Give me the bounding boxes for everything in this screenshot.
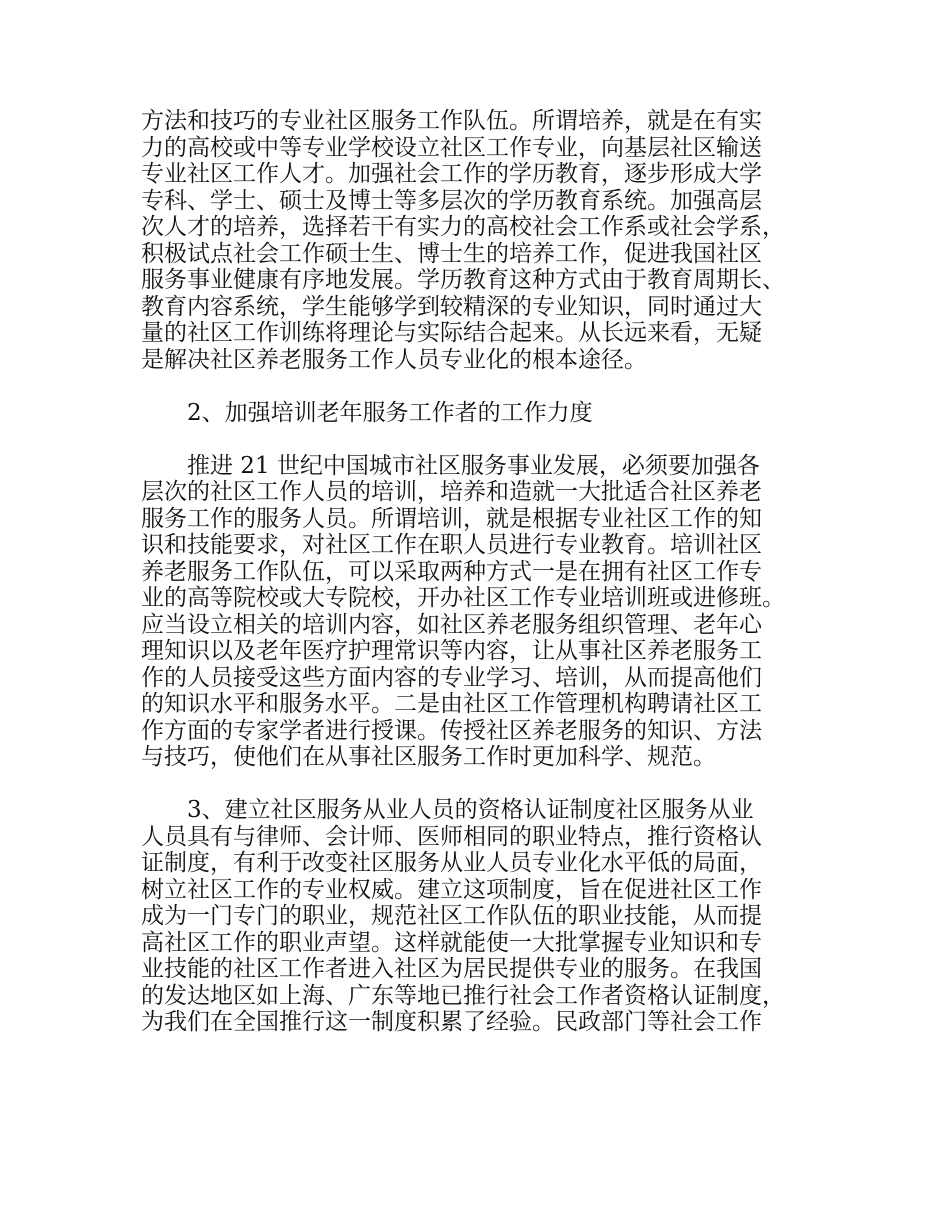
text-line: 的知识水平和服务水平。二是由社区工作管理机构聘请社区工	[141, 691, 762, 717]
text-line: 人员具有与律师、会计师、医师相同的职业特点，推行资格认	[141, 823, 762, 850]
text-line: 业的高等院校或大专院校，开办社区工作专业培训班或进修班。	[141, 585, 785, 611]
section-heading-2	[141, 400, 817, 427]
text-line: 理知识以及老年医疗护理常识等内容，让从事社区养老服务工	[141, 638, 762, 664]
text-line: 专科、学士、硕士及博士等多层次的学历教育系统。加强高层	[141, 187, 762, 214]
text-line: 树立社区工作的专业权威。建立这项制度，旨在促进社区工作	[141, 876, 762, 903]
text-line: 是解决社区养老服务工作人员专业化的根本途径。	[141, 346, 647, 373]
text-line: 服务事业健康有序地发展。学历教育这种方式由于教育周期长、	[141, 267, 785, 293]
paragraph-gap	[141, 373, 817, 400]
text-line: 力的高校或中等专业学校设立社区工作专业，向基层社区输送	[141, 134, 762, 161]
text-line: 作方面的专家学者进行授课。传授社区养老服务的知识、方法	[141, 717, 762, 744]
text-line: 为我们在全国推行这一制度积累了经验。民政部门等社会工作	[141, 1009, 762, 1035]
text-line: 积极试点社会工作硕士生、博士生的培养工作，促进我国社区	[141, 240, 762, 267]
text-line: 服务工作的服务人员。所谓培训，就是根据专业社区工作的知	[141, 505, 762, 532]
text-line: 与技巧，使他们在从事社区服务工作时更加科学、规范。	[141, 744, 716, 770]
paragraph-1	[141, 108, 817, 373]
text-line: 证制度，有利于改变社区服务从业人员专业化水平低的局面，	[141, 850, 762, 876]
heading-line: 2、加强培训老年服务工作者的工作力度	[187, 399, 593, 426]
text-line: 3、建立社区服务从业人员的资格认证制度社区服务从业	[187, 797, 754, 823]
paragraph-3	[141, 453, 817, 771]
paragraph-gap	[141, 771, 817, 798]
document-body	[141, 108, 817, 1036]
text-line: 作的人员接受这些方面内容的专业学习、培训，从而提高他们	[141, 664, 762, 691]
text-line: 次人才的培养，选择若干有实力的高校社会工作系或社会学系，	[141, 214, 785, 240]
text-line: 的发达地区如上海、广东等地已推行社会工作者资格认证制度，	[141, 982, 785, 1009]
text-line: 方法和技巧的专业社区服务工作队伍。所谓培养，就是在有实	[141, 108, 762, 134]
text-line: 量的社区工作训练将理论与实际结合起来。从长远来看，无疑	[141, 320, 762, 346]
text-line: 教育内容系统，学生能够学到较精深的专业知识，同时通过大	[141, 293, 762, 320]
text-line: 业技能的社区工作者进入社区为居民提供专业的服务。在我国	[141, 956, 762, 982]
text-line: 识和技能要求，对社区工作在职人员进行专业教育。培训社区	[141, 532, 762, 558]
text-line: 应当设立相关的培训内容，如社区养老服务组织管理、老年心	[141, 611, 762, 638]
text-line: 成为一门专门的职业，规范社区工作队伍的职业技能，从而提	[141, 903, 762, 929]
paragraph-4	[141, 797, 817, 1036]
text-line: 推进 21 世纪中国城市社区服务事业发展，必须要加强各	[187, 452, 760, 479]
text-line: 层次的社区工作人员的培训，培养和造就一大批适合社区养老	[141, 479, 762, 505]
text-line: 高社区工作的职业声望。这样就能使一大批掌握专业知识和专	[141, 929, 762, 956]
text-line: 养老服务工作队伍，可以采取两种方式一是在拥有社区工作专	[141, 558, 762, 585]
text-line: 专业社区工作人才。加强社会工作的学历教育，逐步形成大学	[141, 161, 762, 187]
paragraph-gap	[141, 426, 817, 453]
